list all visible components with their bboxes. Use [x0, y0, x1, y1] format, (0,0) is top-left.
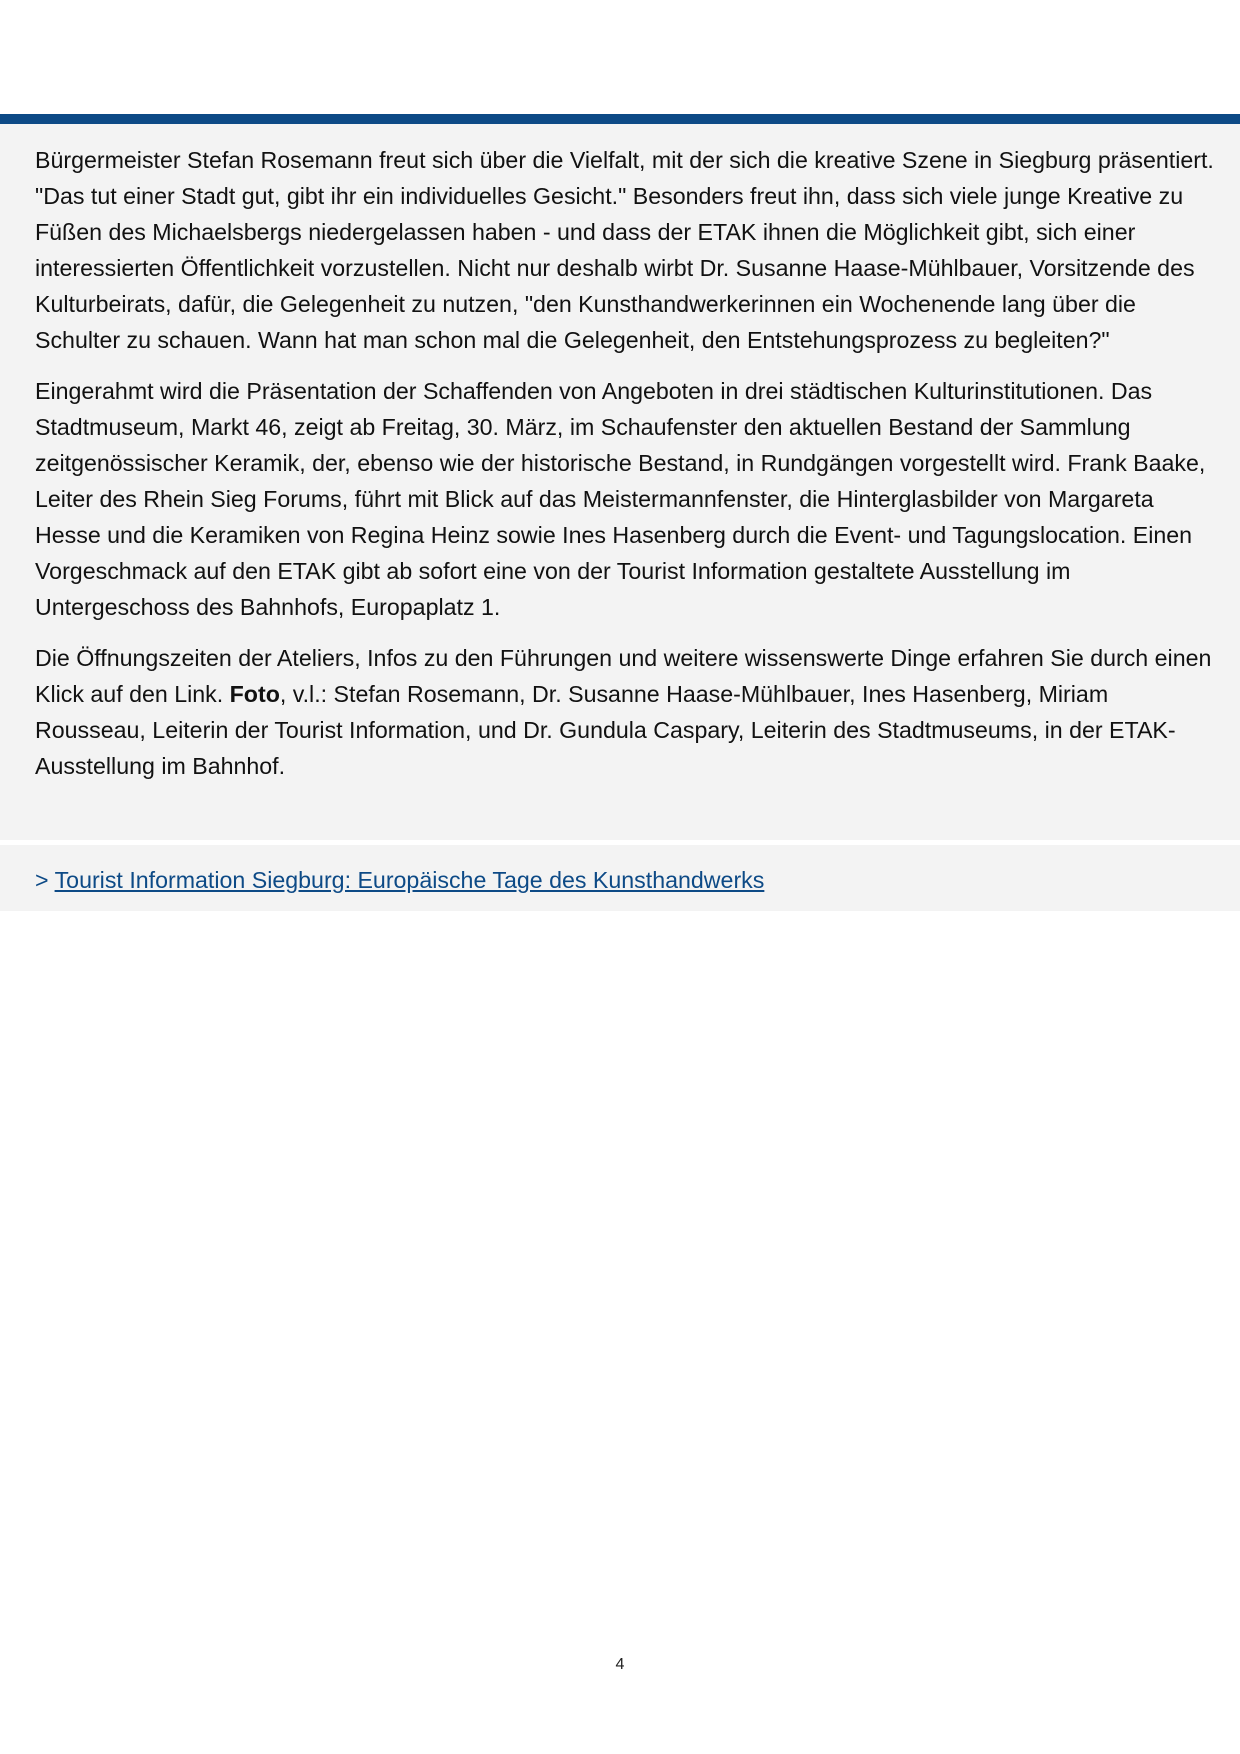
article-body [35, 142, 1215, 799]
article-paragraph [35, 142, 1215, 358]
link-prefix-arrow: > [35, 867, 55, 893]
article-paragraph [35, 373, 1215, 625]
photo-caption-label: Foto [229, 681, 280, 707]
paragraph-text: Eingerahmt wird die Präsentation der Schaffenden von Angeboten in drei städtischen Kulturinstitutionen. Das Stadtmuseum, Markt 46, zeigt ab Freitag, 30. März, im Schaufenster den aktuellen Bestand der Sammlung zeitgenössischer Keramik, der, ebenso wie der historische Bestand, in Rundgängen vorgestellt wird. Frank Baake, Leiter des Rhein Sieg Forums, führt mit Blick auf das Meistermannfenster, die Hinterglasbilder von Margareta Hesse und die Keramiken von Regina Heinz sowie Ines Hasenberg durch die Event- und Tagungslocation. Einen Vorgeschmack auf den ETAK gibt ab sofort eine von der Tourist Information gestaltete Ausstellung im Untergeschoss des Bahnhofs, Europaplatz 1. [35, 378, 1206, 620]
header-accent-rule [0, 114, 1240, 124]
tourist-information-link[interactable]: Tourist Information Siegburg: Europäische Tage des Kunsthandwerks [54, 867, 765, 893]
related-link-row [35, 862, 764, 898]
photo-caption-text: , v.l.: Stefan Rosemann, Dr. Susanne Haase-Mühlbauer, Ines Hasenberg, Miriam Rousseau, Leiterin der Tourist Information, und Dr. Gundula Caspary, Leiterin des Stadtmuseums, in der ETAK-Ausstellung im Bahnhof. [35, 681, 1176, 779]
paragraph-text: Die Öffnungszeiten der Ateliers, Infos zu den Führungen und weitere wissenswerte Dinge erfahren Sie durch einen Klick auf den Link. [35, 645, 1212, 707]
paragraph-text: Bürgermeister Stefan Rosemann freut sich über die Vielfalt, mit der sich die kreative Szene in Siegburg präsentiert. "Das tut einer Stadt gut, gibt ihr ein individuelles Gesicht." Besonders freut ihn, dass sich viele junge Kreative zu Füßen des Michaelsbergs niedergelassen haben - und dass der ETAK ihnen die Möglichkeit gibt, sich einer interessierten Öffentlichkeit vorzustellen. Nicht nur deshalb wirbt Dr. Susanne Haase-Mühlbauer, Vorsitzende des Kulturbeirats, dafür, die Gelegenheit zu nutzen, "den Kunsthandwerkerinnen ein Wochenende lang über die Schulter zu schauen. Wann hat man schon mal die Gelegenheit, den Entstehungsprozess zu begleiten?" [35, 147, 1214, 353]
article-paragraph [35, 640, 1215, 784]
page-number: 4 [615, 1656, 625, 1673]
